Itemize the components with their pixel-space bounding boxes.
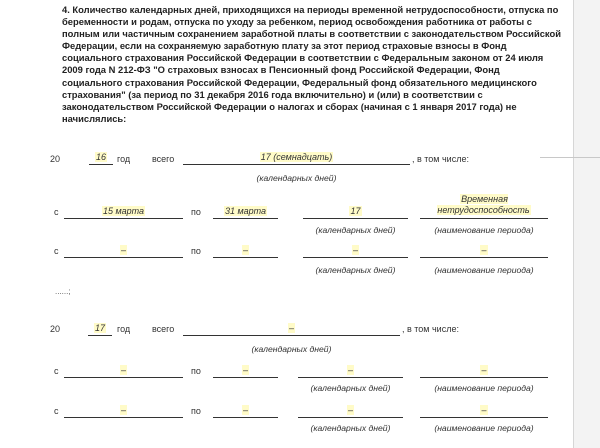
period-name-hint: (наименование периода) xyxy=(434,423,534,433)
to-label: по xyxy=(191,406,201,416)
year-field-1[interactable]: 16 xyxy=(89,151,113,165)
to-date-field[interactable]: – xyxy=(213,244,278,258)
from-label: с xyxy=(54,406,59,416)
from-label: с xyxy=(54,207,59,217)
calendar-days-hint: (календарных дней) xyxy=(251,344,332,354)
days-count-field[interactable]: – xyxy=(298,404,403,418)
days-count-field[interactable]: 17 xyxy=(303,205,408,219)
including-label: , в том числе: xyxy=(402,324,459,334)
to-date-field[interactable]: – xyxy=(213,364,278,378)
period-name-hint: (наименование периода) xyxy=(434,225,534,235)
calendar-days-hint: (календарных дней) xyxy=(315,265,396,275)
period-name-field[interactable]: – xyxy=(420,244,548,258)
from-date-field[interactable]: – xyxy=(64,364,183,378)
from-date-field[interactable]: – xyxy=(64,244,183,258)
ellipsis-marker: ......; xyxy=(55,287,71,296)
from-date-field[interactable]: 15 марта xyxy=(64,205,183,219)
total-label: всего xyxy=(152,324,175,334)
days-count-field[interactable]: – xyxy=(298,364,403,378)
period-name-field[interactable]: – xyxy=(420,364,548,378)
days-count-field[interactable]: – xyxy=(303,244,408,258)
year-label: год xyxy=(117,324,131,334)
period-name-hint: (наименование периода) xyxy=(434,265,534,275)
year-field-2[interactable]: 17 xyxy=(88,322,112,336)
year-label: год xyxy=(117,154,131,164)
from-label: с xyxy=(54,366,59,376)
to-label: по xyxy=(191,246,201,256)
to-label: по xyxy=(191,366,201,376)
to-date-field[interactable]: 31 марта xyxy=(213,205,278,219)
to-date-field[interactable]: – xyxy=(213,404,278,418)
century-label: 20 xyxy=(50,324,61,334)
to-label: по xyxy=(191,207,201,217)
period-name-hint: (наименование периода) xyxy=(434,383,534,393)
from-date-field[interactable]: – xyxy=(64,404,183,418)
period-name-field[interactable]: – xyxy=(420,404,548,418)
period-name-field[interactable]: Временная нетрудоспособность xyxy=(420,194,548,219)
including-label: , в том числе: xyxy=(412,154,469,164)
calendar-days-hint: (календарных дней) xyxy=(310,423,391,433)
calendar-days-hint: (календарных дней) xyxy=(315,225,396,235)
calendar-days-hint: (календарных дней) xyxy=(310,383,391,393)
calendar-days-hint: (календарных дней) xyxy=(256,173,337,183)
page-margin-gutter xyxy=(573,0,600,448)
from-label: с xyxy=(54,246,59,256)
section-heading: 4. Количество календарных дней, приходящихся на периоды временной нетрудоспособности, отпуска по беременности и родам, отпуска по уходу за ребенком, период освобождения работника от работы с полным или частичным сохранением заработной платы в соответствии с законодательством Российской Федерации, если на сохраняемую заработную плату за этот период страховые взносы в Фонд социального страхования Российской Федерации в соответствии с Федеральным законом от 24 июля 2009 года N 212-ФЗ "О страховых взносах в Пенсионный фонд Российской Федерации, Фонд социального страхования Российской Федерации, Федеральный фонд обязательного медицинского страхования" (за период по 31 декабря 2016 года включительно) и (или) в соответствии с законодательством Российской Федерации о налогах и сборах (начиная с 1 января 2017 года) не начислялись: xyxy=(62,4,561,124)
total-days-field-1[interactable]: 17 (семнадцать) xyxy=(183,151,410,165)
comment-anchor-line xyxy=(540,157,600,158)
total-days-field-2[interactable]: – xyxy=(183,322,400,336)
century-label: 20 xyxy=(50,154,61,164)
total-label: всего xyxy=(152,154,175,164)
